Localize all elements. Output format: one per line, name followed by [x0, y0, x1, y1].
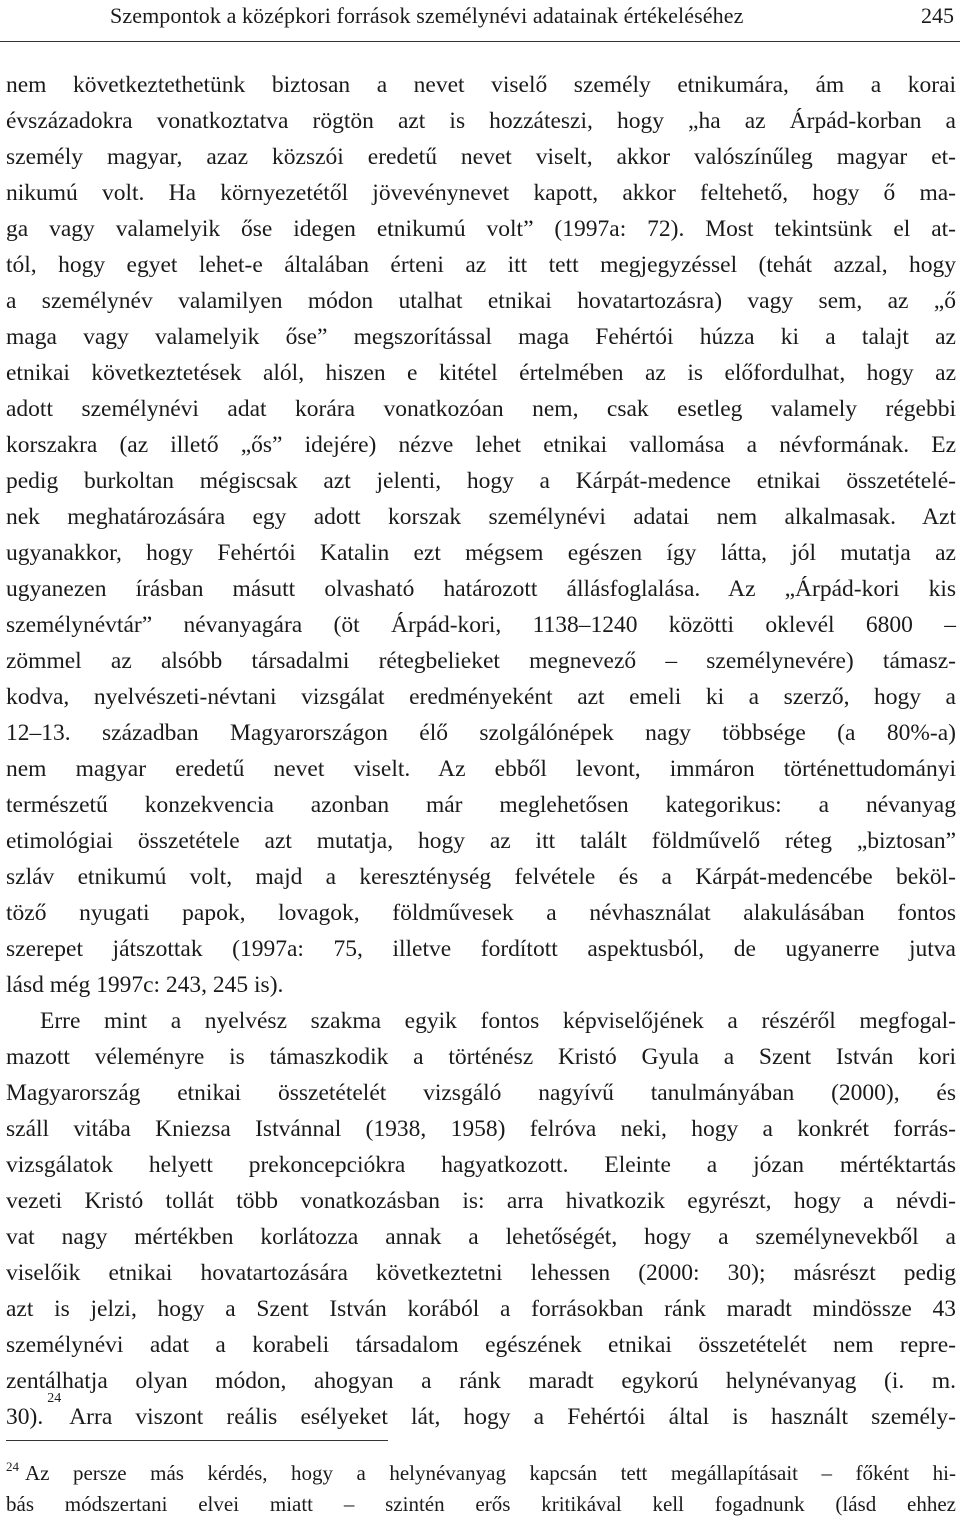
text-line: nem magyar eredetű nevet viselt. Az ebből levont, immáron történettudományi: [6, 756, 956, 782]
footnote-divider: [6, 1440, 388, 1441]
text-line: mazott véleményre is támaszkodik a történész Kristó Gyula a Szent István kori: [6, 1044, 956, 1070]
text-line: pedig burkoltan mégiscsak azt jelenti, hogy a Kárpát-medence etnikai összetételé-: [6, 468, 956, 494]
text-fragment: 30).: [6, 1404, 44, 1430]
text-line: ugyanezen írásban másutt olvasható határozott állásfoglalása. Az „Árpád-kori kis: [6, 576, 956, 602]
text-line-with-footnote-ref: [6, 1391, 956, 1435]
footnote-number: 24: [6, 1459, 19, 1474]
text-line: személynévi adat a korabeli társadalom egészének etnikai összetételét nem repre-: [6, 1332, 956, 1358]
running-title: Szempontok a középkori források személynévi adatainak értékeléséhez: [110, 3, 744, 28]
text-line: kodva, nyelvészeti-névtani vizsgálat eredményeként azt emeli ki a szerző, hogy a: [6, 684, 956, 710]
text-line: személynévtár” névanyagára (öt Árpád-kori, 1138–1240 közötti oklevél 6800 –: [6, 612, 956, 638]
text-line: tól, hogy egyet lehet-e általában érteni az itt tett megjegyzéssel (tehát azzal, hogy: [6, 252, 956, 278]
text-line: adott személynévi adat korára vonatkozóan nem, csak esetleg valamely régebbi: [6, 396, 956, 422]
footnote: [6, 1458, 956, 1520]
text-line: 12–13. században Magyarországon élő szolgálónépek nagy többsége (a 80%-a): [6, 720, 956, 746]
text-line: vizsgálatok helyett prekoncepciókra hagyatkozott. Eleinte a józan mértéktartás: [6, 1152, 956, 1178]
text-line: Erre mint a nyelvész szakma egyik fontos képviselőjének a részéről megfogal-: [40, 1008, 956, 1034]
page-number: 245: [921, 3, 954, 28]
text-line: száll vitába Kniezsa Istvánnal (1938, 1958) felróva neki, hogy a konkrét forrás-: [6, 1116, 956, 1142]
text-line: szláv etnikumú volt, majd a kereszténység felvétele és a Kárpát-medencébe beköl-: [6, 864, 956, 890]
footnote-text: Az persze más kérdés, hogy a helynévanyag kapcsán tett megállapításait – főként hi-: [25, 1461, 956, 1485]
running-header: [0, 0, 960, 42]
text-line: ugyanakkor, hogy Fehértói Katalin ezt mégsem egészen így látta, jól mutatja az: [6, 540, 956, 566]
text-line: évszázadokra vonatkoztatva rögtön azt is hozzáteszi, hogy „ha az Árpád-korban a: [6, 108, 956, 134]
text-line: etnikai következtetések alól, hiszen e kitétel értelmében az is előfordulhat, hogy az: [6, 360, 956, 386]
text-line: nikumú volt. Ha környezetétől jövevénynevet kapott, akkor feltehető, hogy ő ma-: [6, 180, 956, 206]
text-line: vezeti Kristó tollát több vonatkozásban is: arra hivatkozik egyrészt, hogy a névdi-: [6, 1188, 956, 1214]
footnote-line: [6, 1458, 956, 1489]
body-text: [6, 67, 956, 1435]
text-line: Magyarország etnikai összetételét vizsgáló nagyívű tanulmányában (2000), és: [6, 1080, 956, 1106]
text-line: természetű konzekvencia azonban már meglehetősen kategorikus: a névanyag: [6, 792, 956, 818]
text-line: azt is jelzi, hogy a Szent István korából a forrásokban ránk maradt mindössze 43: [6, 1296, 956, 1322]
text-line: maga vagy valamelyik őse” megszorítással maga Fehértói húzza ki a talajt az: [6, 324, 956, 350]
text-line: nem következtethetünk biztosan a nevet viselő személy etnikumára, ám a korai: [6, 72, 956, 98]
text-line: ga vagy valamelyik őse idegen etnikumú volt” (1997a: 72). Most tekintsünk el at-: [6, 216, 956, 242]
text-line: töző nyugati papok, lovagok, földművesek a névhasználat alakulásában fontos: [6, 900, 956, 926]
footnote-ref[interactable]: 24: [47, 1391, 62, 1406]
footnote-line: bás módszertani elvei miatt – szintén erős kritikával kell fogadnunk (lásd ehhez: [6, 1492, 956, 1516]
text-line: zömmel az alsóbb társadalmi rétegbelieket megnevező – személynevére) támasz-: [6, 648, 956, 674]
text-line: szerepet játszottak (1997a: 75, illetve fordított aspektusból, de ugyanerre jutva: [6, 936, 956, 962]
text-line: korszakra (az illető „ős” idejére) nézve lehet etnikai vallomása a névformának. Ez: [6, 432, 956, 458]
text-line: nek meghatározására egy adott korszak személynévi adatai nem alkalmasak. Azt: [6, 504, 956, 530]
text-fragment: Arra viszont reális esélyeket lát, hogy a Fehértói által is használt személy-: [69, 1404, 956, 1430]
text-line: viselőik etnikai hovatartozására következtetni lehessen (2000: 30); másrészt pedig: [6, 1260, 956, 1286]
text-line: személy magyar, azaz közszói eredetű nevet viselt, akkor valószínűleg magyar et-: [6, 144, 956, 170]
text-line: a személynév valamilyen módon utalhat etnikai hovatartozásra) vagy sem, az „ő: [6, 288, 956, 314]
text-line: lásd még 1997c: 243, 245 is).: [6, 972, 284, 998]
text-line: vat nagy mértékben korlátozza annak a lehetőségét, hogy a személynevekből a: [6, 1224, 956, 1250]
text-line: zentálhatja olyan módon, ahogyan a ránk maradt egykorú helynévanyag (i. m.: [6, 1368, 956, 1394]
text-line: etimológiai összetétele azt mutatja, hogy az itt talált földművelő réteg „biztosan”: [6, 828, 956, 854]
